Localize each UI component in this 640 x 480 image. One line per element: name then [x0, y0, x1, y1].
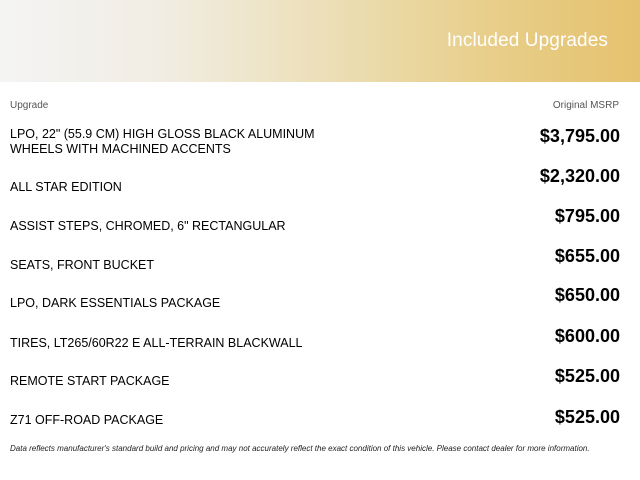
upgrade-name: ASSIST STEPS, CHROMED, 6" RECTANGULAR [10, 219, 286, 233]
upgrade-price: $2,320.00 [539, 166, 620, 186]
column-header-msrp: Original MSRP [552, 100, 619, 111]
upgrade-name: ALL STAR EDITION [10, 180, 122, 194]
upgrade-name: TIRES, LT265/60R22 E ALL-TERRAIN BLACKWALL [10, 336, 303, 350]
upgrade-price: $655.00 [554, 246, 620, 266]
upgrade-name-line2: WHEELS WITH MACHINED ACCENTS [10, 142, 231, 156]
upgrade-price: $650.00 [554, 285, 620, 305]
header-banner [0, 0, 640, 82]
column-header-upgrade: Upgrade [10, 100, 49, 111]
upgrade-name: Z71 OFF-ROAD PACKAGE [10, 413, 164, 427]
upgrade-name: LPO, DARK ESSENTIALS PACKAGE [10, 296, 221, 310]
upgrade-name-line1: LPO, 22" (55.9 CM) HIGH GLOSS BLACK ALUMINUM [10, 127, 315, 141]
upgrade-name [10, 127, 315, 157]
upgrade-price: $600.00 [554, 326, 620, 346]
upgrade-name: REMOTE START PACKAGE [10, 374, 170, 388]
upgrade-price: $525.00 [554, 366, 620, 386]
page-title: Included Upgrades [446, 30, 608, 51]
upgrade-name: SEATS, FRONT BUCKET [10, 258, 155, 272]
upgrade-price: $525.00 [554, 407, 620, 427]
disclaimer-text: Data reflects manufacturer's standard build and pricing and may not accurately reflect the exact condition of this vehicle. Please contact dealer for more information. [10, 444, 590, 453]
upgrade-price: $3,795.00 [539, 126, 620, 146]
upgrade-price: $795.00 [554, 206, 620, 226]
